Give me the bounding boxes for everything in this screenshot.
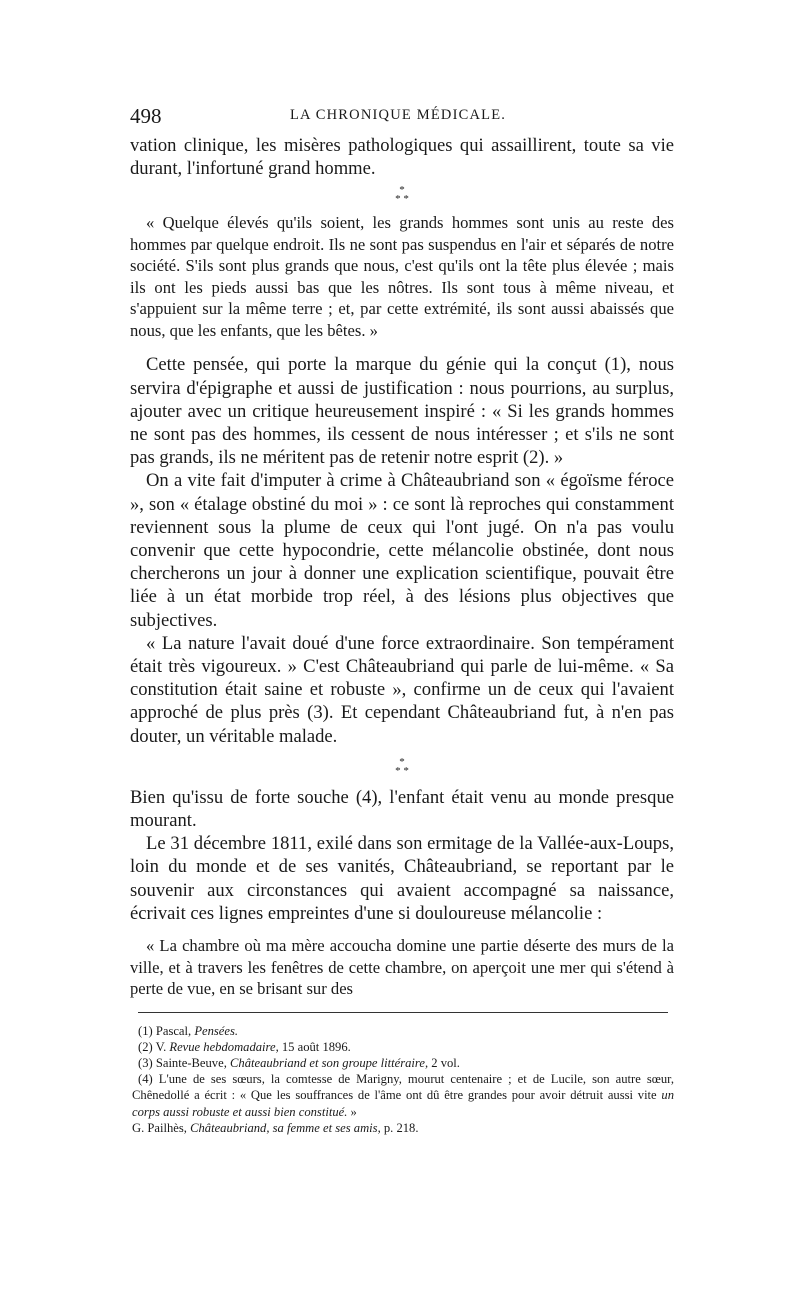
asterism-top: * [399,184,405,197]
paragraph-vallee: Le 31 décembre 1811, exilé dans son ermitage de la Vallée-aux-Loups, loin du monde et de ses vanités, Châteaubriand, se reportant par le souvenir aux circonstances qui avaient accompagné sa naissance, écrivait ces lignes empreintes d'une si douloureuse mélancolie : [130,833,674,924]
asterism-bottom: * * [395,193,409,206]
footnote-3-author: Sainte-Beuve, [155,1055,230,1070]
footnote-3-number: (3) [138,1055,153,1070]
page-number: 498 [130,104,162,128]
footnote-1-number: (1) [138,1023,153,1038]
quote-paragraph: « Quelque élevés qu'ils soient, les grands hommes sont unis au reste des hommes par quelque endroit. Ils ne sont pas suspendus en l'air et séparés de notre société. S'ils sont plus grands que nous, c'est qu'ils ont la tête plus élevée ; mais ils ont les pieds aussi bas que les nôtres. Ils sont tous à même niveau, et s'appuient sur la même terre ; et, par cette extrémité, ils sont aussi abaissés que nous, que les enfants, que les bêtes. » [130,213,674,340]
footnote-2-number: (2) [138,1039,153,1054]
footnote-3-volumes: 2 vol. [428,1055,460,1070]
pascal-quote [130,212,674,341]
section-asterism [130,186,674,204]
paragraph-epigraph: Cette pensée, qui porte la marque du génie qui la conçut (1), nous servira d'épigraphe et aussi de justification : nous pourrions, au surplus, ajouter avec un critique heureusement inspiré : « Si les grands hommes ne sont pas des hommes, ils cessent de nous intéresser ; et s'ils ne sont pas grands, ils ne méritent pas de retenir notre esprit (2). » [130,354,674,469]
asterism-top-2: * [399,755,405,768]
footnote-4-close: » [347,1104,357,1119]
paragraph-souche: Bien qu'issu de forte souche (4), l'enfant était venu au monde presque mourant. [130,786,674,832]
footnote-2-prefix: V. [155,1039,170,1054]
paragraph-continuation: vation clinique, les misères pathologiques qui assaillirent, toute sa vie durant, l'infortuné grand homme. [130,135,674,180]
footnote-4-number: (4) [138,1072,153,1087]
footnote-divider [138,1012,668,1013]
footnote-4-text: L'une de ses sœurs, la comtesse de Marigny, mourut centenaire ; et de Lucile, son autre sœur, Chênedollé a écrit : « Que les souffrances de l'âme ont dû être grandes pour avoir détruit aussi vite [132,1072,675,1103]
footnote-3-title: Châteaubriand et son groupe littéraire, [230,1055,429,1070]
page-header [130,104,674,134]
footnote-4-source-title: Châteaubriand, sa femme et ses amis, [190,1120,381,1135]
quote-paragraph-2: « La chambre où ma mère accoucha domine une partie déserte des murs de la ville, et à travers les fenêtres de cette chambre, on aperçoit une mer qui s'étend à perte de vue, en se brisant sur des [130,936,674,999]
paragraph-nature: « La nature l'avait doué d'une force extraordinaire. Son tempérament était très vigoureux. » C'est Châteaubriand qui parle de lui-même. « Sa constitution était saine et robuste », confirme un de ceux qui l'avaient approché de plus près (3). Et cependant Châteaubriand fut, à n'en pas douter, un véritable malade. [130,632,674,747]
footnote-4-source-page: p. 218. [380,1120,419,1135]
footnote-4-source-author: G. Pailhès, [132,1120,191,1135]
footnote-4-italic: un corps aussi robuste et aussi bien constitué. [132,1088,674,1119]
main-text [130,134,674,1000]
footnote-2 [132,1039,674,1055]
document-page [130,104,674,1136]
footnote-2-title: Revue hebdomadaire, [169,1039,279,1054]
footnote-1-title: Pensées. [194,1023,239,1038]
footnote-3 [132,1055,674,1071]
footnote-1-author: Pascal, [155,1023,195,1038]
running-title: LA CHRONIQUE MÉDICALE. [290,107,507,123]
paragraph-egoisme: On a vite fait d'imputer à crime à Châteaubriand son « égoïsme féroce », son « étalage obstiné du moi » : ce sont là reproches qui constamment reviennent sous la plume de ceux qui l'ont jugé. On n'a pas voulu convenir que cette hypocondrie, cette mélancolie obstinée, dont nous chercherons un jour à donner une explication scientifique, pouvait être liée à un état morbide trop réel, à des lésions plus objectives que subjectives. [130,470,674,631]
asterism-bottom-2: * * [395,764,409,777]
memoires-quote [130,935,674,1000]
footnotes [132,1023,674,1136]
footnote-1 [132,1023,674,1039]
footnote-4 [132,1071,674,1120]
section-asterism-2 [130,755,674,777]
footnote-2-date: 15 août 1896. [278,1039,351,1054]
footnote-4-source [132,1120,674,1136]
